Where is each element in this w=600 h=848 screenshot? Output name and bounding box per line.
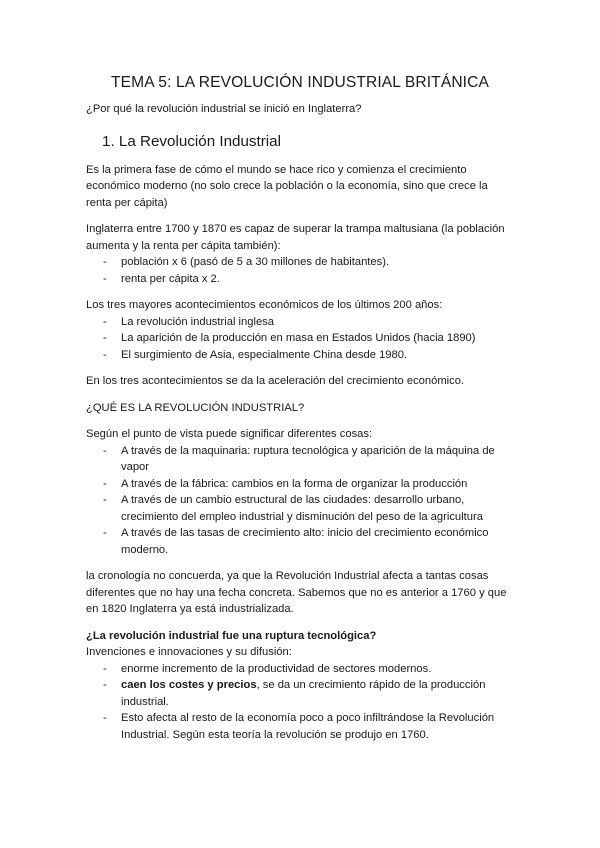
events-list <box>86 314 514 364</box>
viewpoint-intro: Según el punto de vista puede significar diferentes cosas: <box>86 428 373 440</box>
intro-paragraph: Es la primera fase de cómo el mundo se hace rico y comienza el crecimiento económico moderno (no solo crece la población o la economía, sino que crece la renta per cápita) <box>86 163 488 209</box>
malthus-list <box>86 254 514 287</box>
list-item: - Esto afecta al resto de la economía poco a poco infiltrándose la Revolución Industrial. Según esta teoría la revolución se produjo en 1760. <box>86 710 514 743</box>
list-item-text: , se da un crecimiento rápido de la producción industrial. <box>121 679 486 708</box>
events-intro: Los tres mayores acontecimientos económicos de los últimos 200 años: <box>86 299 443 311</box>
chronology-paragraph: la cronología no concuerda, ya que la Revolución Industrial afecta a tantas cosas diferentes que no hay una fecha concreta. Sabemos que no es anterior a 1760 y que en 1820 Inglaterra ya está industrializada. <box>86 570 507 615</box>
list-item: - El surgimiento de Asia, especialmente China desde 1980. <box>86 347 514 364</box>
list-item: - A través de la maquinaria: ruptura tecnológica y aparición de la máquina de vapor <box>86 443 514 476</box>
section-heading: 1. La Revolución Industrial <box>102 132 281 150</box>
list-item: - A través de un cambio estructural de las ciudades: desarrollo urbano, crecimiento del empleo industrial y disminución del peso de la agricultura <box>86 492 514 525</box>
rupture-list <box>86 661 514 744</box>
guiding-question: ¿Por qué la revolución industrial se inició en Inglaterra? <box>86 103 362 115</box>
rupture-heading: ¿La revolución industrial fue una ruptura tecnológica? <box>86 629 377 642</box>
list-item: - renta per cápita x 2. <box>86 271 514 288</box>
list-item: - La revolución industrial inglesa <box>86 314 514 331</box>
viewpoint-list <box>86 443 514 559</box>
malthus-paragraph: Inglaterra entre 1700 y 1870 es capaz de superar la trampa maltusiana (la población aumenta y la renta per cápita también): <box>86 223 505 252</box>
page-title: TEMA 5: LA REVOLUCIÓN INDUSTRIAL BRITÁNICA <box>111 74 489 91</box>
events-outro: En los tres acontecimientos se da la aceleración del crecimiento económico. <box>86 375 465 387</box>
what-heading: ¿QUÉ ES LA REVOLUCIÓN INDUSTRIAL? <box>86 401 305 414</box>
list-item: - población x 6 (pasó de 5 a 30 millones de habitantes). <box>86 254 514 271</box>
rupture-intro: Invenciones e innovaciones y su difusión: <box>86 646 292 658</box>
emphasis-text: caen los costes y precios <box>121 679 257 691</box>
list-item: - A través de las tasas de crecimiento alto: inicio del crecimiento económico moderno. <box>86 525 514 558</box>
list-item <box>86 677 514 710</box>
list-item: - enorme incremento de la productividad de sectores modernos. <box>86 661 514 678</box>
list-item: - La aparición de la producción en masa en Estados Unidos (hacia 1890) <box>86 330 514 347</box>
list-item: - A través de la fábrica: cambios en la forma de organizar la producción <box>86 476 514 493</box>
